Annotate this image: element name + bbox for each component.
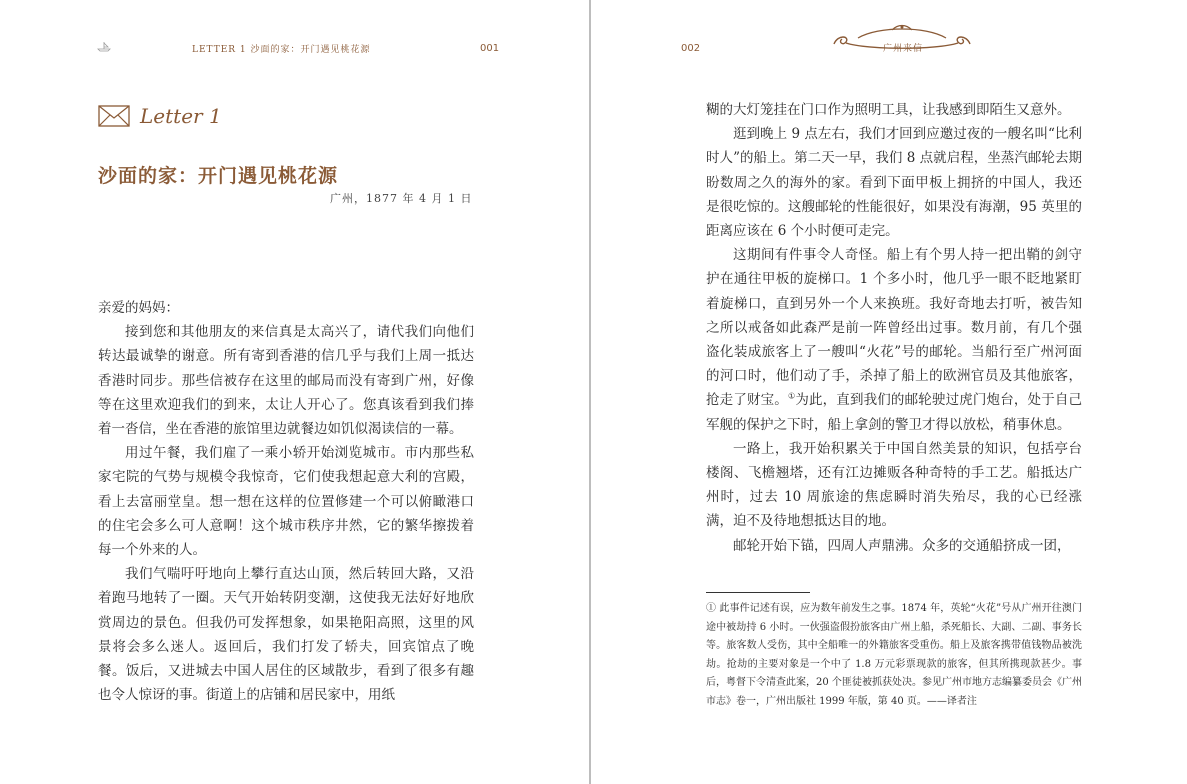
footnote-text: ① 此事件记述有误，应为数年前发生之事。1874 年，英轮“火花”号从广州开往澳门途中被劫持 6 小时。一伙强盗假扮旅客由广州上船，杀死船长、大副、二副、事务长等。旅客数人受伤，其中全船唯一的外籍旅客受重伤。船上及旅客携带值钱物品被洗劫。抢劫的主要对象是一个中了 1.8 万元彩票现款的旅客，但其所携现款甚少。事后，粤督下令清查此案，20 个匪徒被抓获处决。参见广州市地方志编纂委员会《广州市志》卷一，广州出版社 1999 年版，第 40 页。——译者注 (706, 603, 1082, 707)
letter-body (98, 296, 474, 707)
salutation: 亲爱的妈妈： (98, 300, 179, 316)
right-page (591, 0, 1187, 784)
paragraph-text: 这期间有件事令人奇怪。船上有个男人持一把出鞘的剑守护在通往甲板的旋梯口。1 个多小时，他几乎一眼不眨地紧盯着旋梯口，直到另外一个人来换班。我好奇地去打听，被告知之所以戒备如此森严是前一阵曾经出过事。数月前，有几个强盗化装成旅客上了一艘叫“火花”号的邮轮。当船行至广州河面的河口时，他们动了手，杀掉了船上的欧洲官员及其他旅客，抢走了财宝。 (706, 247, 1082, 409)
paragraph: 糊的大灯笼挂在门口作为照明工具，让我感到即陌生又意外。 (706, 102, 1071, 118)
footnote-rule (706, 592, 810, 593)
envelope-icon (98, 104, 130, 128)
footnote-ref[interactable]: ① (787, 391, 796, 401)
footnote (706, 600, 1082, 711)
paragraph: 接到您和其他朋友的来信真是太高兴了，请代我们向他们转达最诚挚的谢意。所有寄到香港的信几乎与我们上周一抵达香港时同步。那些信被存在这里的邮局而没有寄到广州，好像等在这里欢迎我们的到来，太让人开心了。您真该看到我们捧着一沓信，坐在香港的旅馆里边就餐边如饥似渴读信的一幕。 (98, 324, 474, 438)
paragraph (706, 243, 1082, 437)
paragraph: 用过午餐，我们雇了一乘小轿开始浏览城市。市内那些私家宅院的气势与规模令我惊奇，它们使我想起意大利的宫殿，看上去富丽堂皇。想一想在这样的位置修建一个可以俯瞰港口的住宅会多么可人意啊！这个城市秩序井然，它的繁华擦拨着每一个外来的人。 (98, 445, 474, 559)
letter-label: Letter 1 (140, 104, 222, 128)
ship-icon (97, 40, 111, 52)
letter-body (706, 98, 1082, 558)
left-page (0, 0, 590, 784)
paragraph-text: 为此，直到我们的邮轮驶过虎门炮台，处于自己军舰的保护之下时，船上拿剑的警卫才得以放松，稍事休息。 (706, 392, 1083, 433)
paragraph: 逛到晚上 9 点左右，我们才回到应邀过夜的一艘名叫“比利时人”的船上。第二天一早，我们 8 点就启程，坐蒸汽邮轮去期盼数周之久的海外的家。看到下面甲板上拥挤的中国人，我还是很吃惊的。这艘邮轮的性能很好，如果没有海潮，95 英里的距离应该在 6 个小时便可走完。 (706, 126, 1082, 240)
paragraph: 一路上，我开始积累关于中国自然美景的知识，包括亭台楼阁、飞檐翘塔，还有江边摊贩各种奇特的手工艺。船抵达广州时，过去 10 周旅途的焦虑瞬时消失殆尽，我的心已经涨满，迫不及待地想抵达目的地。 (706, 440, 1082, 530)
chapter-title: 沙面的家：开门遇见桃花源 (98, 165, 339, 187)
running-head: LETTER 1 沙面的家：开门遇见桃花源 (192, 45, 371, 55)
dateline: 广州，1877 年 4 月 1 日 (330, 192, 473, 205)
page-number: 002 (681, 43, 701, 54)
paragraph: 邮轮开始下锚，四周人声鼎沸。众多的交通船挤成一团， (733, 537, 1071, 554)
page-number: 001 (480, 43, 500, 54)
paragraph: 我们气喘吁吁地向上攀行直达山顶，然后转回大路，又沿着跑马地转了一圈。天气开始转阴变潮，这使我无法好好地欣赏周边的景色。但我仍可发挥想象，如果艳阳高照，这里的风景将会多么迷人。返回后，我们打发了轿夫，回宾馆点了晚餐。饭后，又进城去中国人居住的区域散步，看到了很多有趣也令人惊讶的事。街道上的店铺和居民家中，用纸 (98, 566, 474, 704)
running-head: 广州来信 (882, 44, 923, 54)
